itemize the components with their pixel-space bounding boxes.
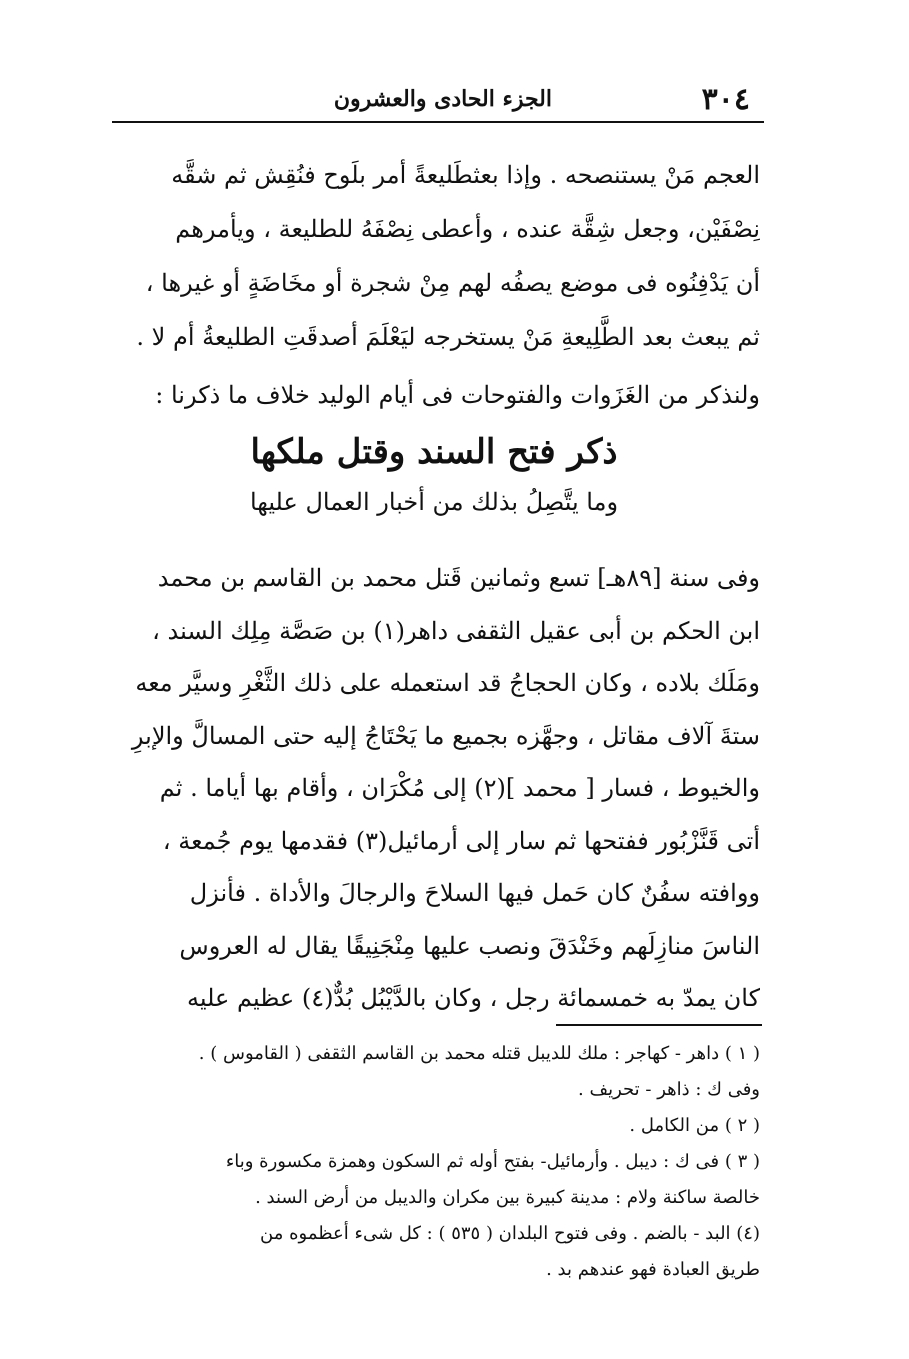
footnote-line: خالصة ساكنة ولام : مدينة كبيرة بين مكران والديبل من أرض السند . [255,1187,760,1208]
footnote-line: ( ٣ ) فى ك : ديبل . وأرمائيل- بفتح أوله ثم السكون وهمزة مكسورة وباء [225,1151,760,1172]
section-title: ذكر فتح السند وقتل ملكها [250,432,618,472]
text-line: والخيوط ، فسار [ محمد ](٢) إلى مُكْرَان ، وأقام بها أياما . ثم [159,774,760,802]
footnote-line: ( ٢ ) من الكامل . [629,1115,760,1136]
text-line: وفى سنة [٨٩هـ] تسع وثمانين قَتل محمد بن القاسم بن محمد [157,564,760,592]
text-line: ووافته سفُنٌ كان حَمل فيها السلاحَ والرجالَ والأداة . فأنزل [189,879,760,907]
footnotes [108,1036,760,1288]
text-line: ولنذكر من الغَزَوات والفتوحات فى أيام الوليد خلاف ما ذكرنا : [155,381,760,409]
running-title: الجزء الحادى والعشرون [333,86,552,112]
text-line: العجم مَنْ يستنصحه . وإذا بعثطَليعةً أمر بلَوح فنُقِش ثم شقَّه [171,161,760,189]
text-line: أتى قَنَّزْبُور ففتحها ثم سار إلى أرمائيل(٣) فقدمها يوم جُمعة ، [162,826,760,855]
footnote-line: وفى ك : ذاهر - تحريف . [578,1079,760,1100]
text-line: نِصْفَيْن، وجعل شِقَّة عنده ، وأعطى نِصْفَهُ للطليعة ، ويأمرهم [175,215,760,243]
page-number: ٣٠٤ [701,82,750,117]
footnote-line: ( ١ ) داهر - كهاجر : ملك للديبل قتله محمد بن القاسم الثقفى ( القاموس ) . [198,1043,760,1064]
main-paragraph [108,552,760,1025]
intro-paragraph [108,148,760,364]
text-line: ومَلَك بلاده ، وكان الحجاجُ قد استعمله على ذلك الثَّغْرِ وسيَّر معه [135,669,760,697]
footnote-4 [108,1216,760,1288]
footnote-line: (٤) البد - بالضم . وفى فتوح البلدان ( ٥٣٥ ) : كل شىء أعظموه من [260,1223,760,1244]
header-rule [112,121,764,123]
footnote-line: طريق العبادة فهو عندهم بد . [546,1259,760,1280]
page-header [112,78,752,118]
footnote-1 [108,1036,760,1108]
footnote-2 [108,1108,760,1144]
section-subtitle: وما يتَّصِلُ بذلك من أخبار العمال عليها [249,488,619,516]
text-line: ابن الحكم بن أبى عقيل الثقفى داهر(١) بن صَصَّة مِلِك السند ، [152,616,760,645]
text-line: ثم يبعث بعد الطَّلِيعةِ مَنْ يستخرجه ليَعْلَمَ أصدقَتِ الطليعةُ أم لا . [136,323,760,351]
text-line: ستةَ آلاف مقاتل ، وجهَّزه بجميع ما يَحْتَاجُ إليه حتى المسالَّ والإبرِ [131,721,760,750]
footnote-separator [556,1024,762,1026]
text-line: كان يمدّ به خمسمائة رجل ، وكان بالدَّيْبُل بُدٌّ(٤) عظيم عليه [187,984,760,1012]
text-line: أن يَدْفِنُوه فى موضع يصفُه لهم مِنْ شجرة أو مخَاضَةٍ أو غيرها ، [145,269,760,297]
text-line: الناسَ منازِلَهم وخَنْدَقَ ونصب عليها مِنْجَنِيقًا يقال له العروس [179,931,760,960]
footnote-3 [108,1144,760,1216]
transition-paragraph [108,368,760,422]
